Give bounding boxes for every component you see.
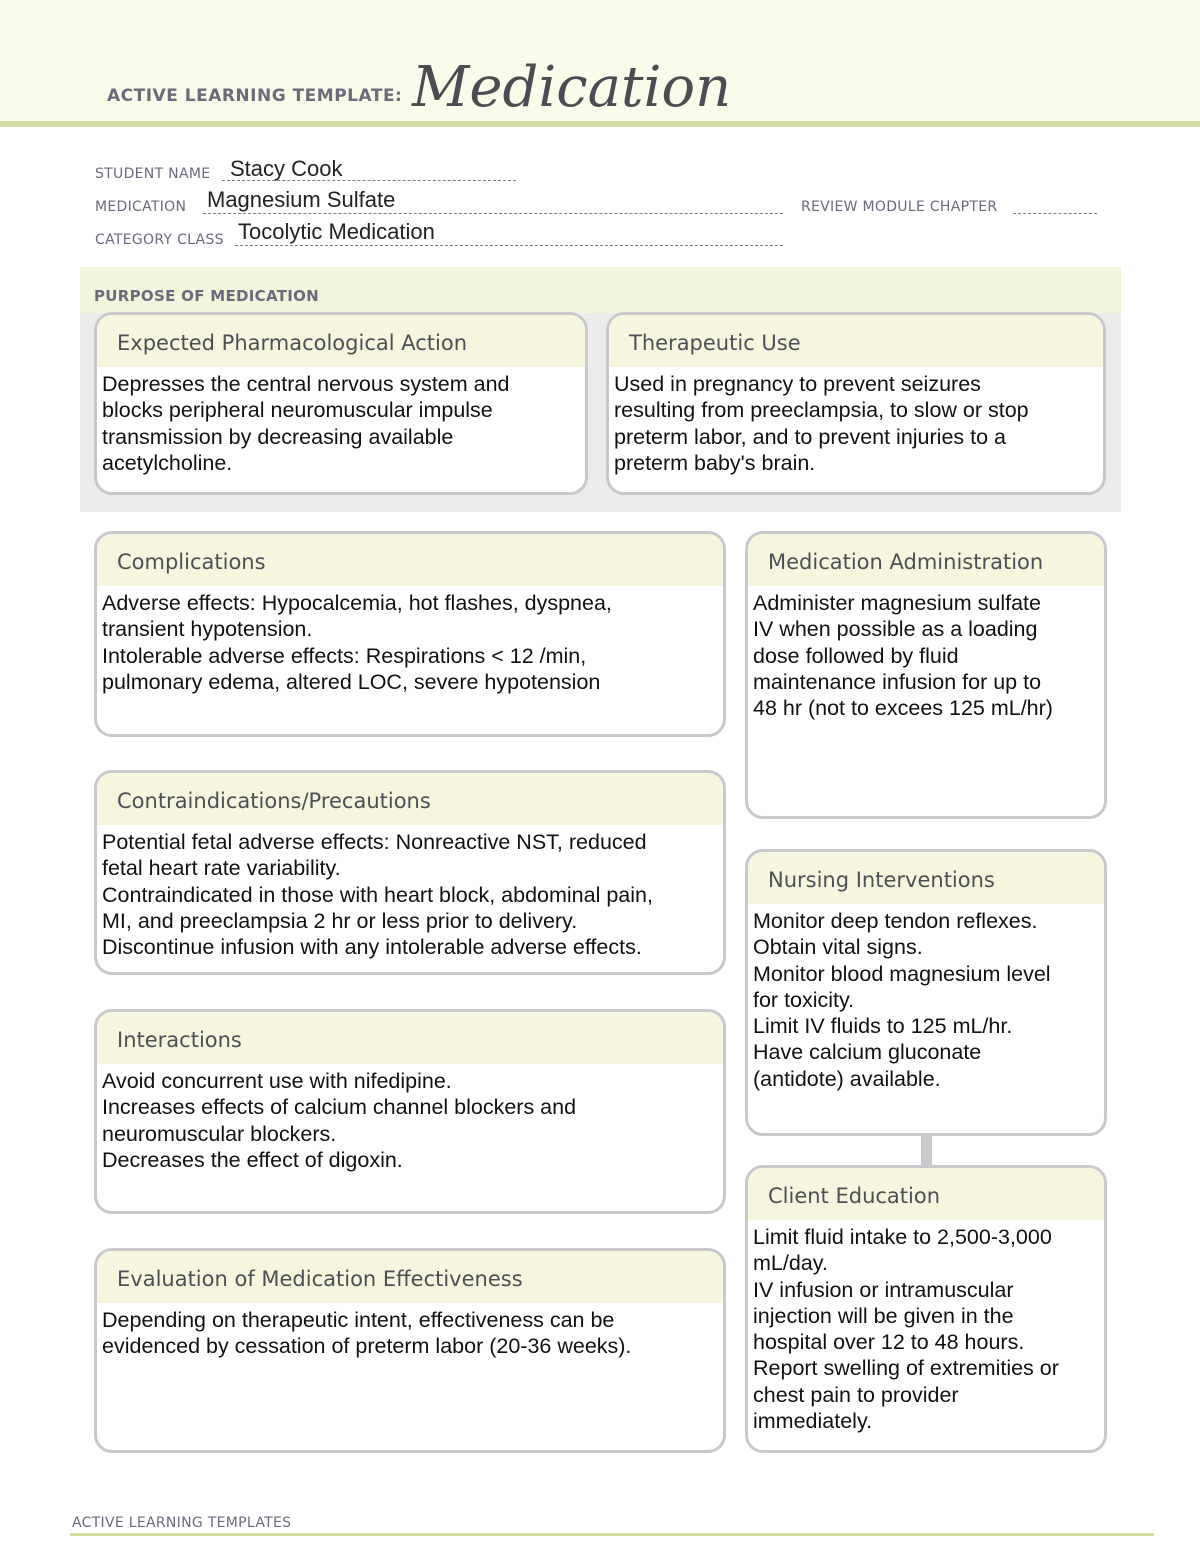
client-education-title: Client Education [748,1168,1104,1220]
client-education-line: immediately. [753,1409,873,1434]
contraindications-box [94,770,726,975]
interactions-line: neuromuscular blockers. [102,1121,337,1146]
category-class-underline [235,245,783,246]
nursing-interventions-line: Have calcium gluconate [753,1040,982,1065]
interactions-line: Decreases the effect of digoxin. [102,1147,403,1172]
therapeutic-use-line: preterm labor, and to prevent injuries to a [614,424,1006,449]
medication-administration-body [748,586,1104,721]
header-rule [0,121,1200,127]
contraindications-line: Discontinue infusion with any intolerable adverse effects. [102,935,642,960]
interactions-line: Avoid concurrent use with nifedipine. [102,1069,452,1093]
interactions-line: Increases effects of calcium channel blockers and [102,1095,577,1120]
review-module-label: REVIEW MODULE CHAPTER [801,199,998,215]
review-module-underline[interactable] [1013,213,1097,214]
contraindications-line: MI, and preeclampsia 2 hr or less prior to delivery. [102,908,578,933]
nursing-interventions-title: Nursing Interventions [748,852,1104,904]
contraindications-title: Contraindications/Precautions [97,773,723,825]
client-education-line: Limit fluid intake to 2,500-3,000 [753,1225,1052,1249]
student-name-label: STUDENT NAME [95,166,211,182]
medication-administration-line: 48 hr (not to excees 125 mL/hr) [753,696,1053,721]
expected-action-box [94,312,588,495]
nursing-interventions-body [748,904,1104,1092]
interactions-body [97,1064,723,1173]
nursing-interventions-line: Obtain vital signs. [753,935,923,960]
nursing-interventions-line: for toxicity. [753,987,855,1012]
connector-bar [921,1135,932,1167]
therapeutic-use-line: resulting from preeclampsia, to slow or stop [614,398,1029,423]
contraindications-body [97,825,723,960]
template-title: Medication [412,55,732,120]
client-education-line: Report swelling of extremities or [753,1356,1059,1381]
complications-line: pulmonary edema, altered LOC, severe hypotension [102,669,601,694]
client-education-line: IV infusion or intramuscular [753,1277,1014,1302]
therapeutic-use-line: Used in pregnancy to prevent seizures [614,372,981,396]
purpose-label: PURPOSE OF MEDICATION [94,287,320,305]
medication-administration-line: maintenance infusion for up to [753,669,1042,694]
nursing-interventions-line: (antidote) available. [753,1066,941,1091]
nursing-interventions-line: Limit IV fluids to 125 mL/hr. [753,1014,1013,1039]
interactions-box [94,1009,726,1214]
evaluation-title: Evaluation of Medication Effectiveness [97,1251,723,1303]
medication-administration-line: Administer magnesium sulfate [753,591,1041,615]
client-education-box [745,1165,1107,1453]
complications-line: Intolerable adverse effects: Respirations < 12 /min, [102,643,587,668]
template-label: ACTIVE LEARNING TEMPLATE: [107,86,403,106]
category-class-label: CATEGORY CLASS [95,232,224,248]
complications-line: Adverse effects: Hypocalcemia, hot flashes, dyspnea, [102,591,612,615]
evaluation-line: Depending on therapeutic intent, effectiveness can be [102,1308,615,1332]
therapeutic-use-box [606,312,1106,495]
medication-underline [203,213,783,214]
medication-label: MEDICATION [95,199,187,215]
nursing-interventions-line: Monitor blood magnesium level [753,961,1051,986]
medication-administration-line: IV when possible as a loading [753,617,1038,642]
evaluation-line: evidenced by cessation of preterm labor (20-36 weeks). [102,1334,632,1359]
client-education-line: mL/day. [753,1251,828,1276]
evaluation-box [94,1248,726,1453]
client-education-line: injection will be given in the [753,1303,1014,1328]
complications-line: transient hypotension. [102,617,313,642]
nursing-interventions-line: Monitor deep tendon reflexes. [753,909,1038,933]
therapeutic-use-body [609,367,1103,476]
medication-administration-title: Medication Administration [748,534,1104,586]
complications-box [94,531,726,737]
contraindications-line: Potential fetal adverse effects: Nonreactive NST, reduced [102,830,647,854]
medication-value[interactable]: Magnesium Sulfate [207,187,396,212]
medication-administration-line: dose followed by fluid [753,643,959,668]
client-education-line: hospital over 12 to 48 hours. [753,1330,1025,1355]
therapeutic-use-line: preterm baby's brain. [614,450,816,475]
footer-rule [70,1533,1154,1536]
therapeutic-use-title: Therapeutic Use [609,315,1103,367]
contraindications-line: fetal heart rate variability. [102,856,341,881]
expected-action-body [97,367,585,476]
expected-action-line: transmission by decreasing available [102,424,454,449]
evaluation-body [97,1303,723,1360]
expected-action-line: acetylcholine. [102,450,233,475]
student-name-value[interactable]: Stacy Cook [230,156,343,181]
complications-title: Complications [97,534,723,586]
client-education-body [748,1220,1104,1434]
contraindications-line: Contraindicated in those with heart block, abdominal pain, [102,882,653,907]
expected-action-line: blocks peripheral neuromuscular impulse [102,398,493,423]
nursing-interventions-box [745,849,1107,1136]
expected-action-line: Depresses the central nervous system and [102,372,510,396]
category-class-value[interactable]: Tocolytic Medication [238,219,435,244]
footer-label: ACTIVE LEARNING TEMPLATES [72,1515,292,1531]
interactions-title: Interactions [97,1012,723,1064]
medication-administration-box [745,531,1107,819]
complications-body [97,586,723,695]
client-education-line: chest pain to provider [753,1382,959,1407]
expected-action-title: Expected Pharmacological Action [97,315,585,367]
